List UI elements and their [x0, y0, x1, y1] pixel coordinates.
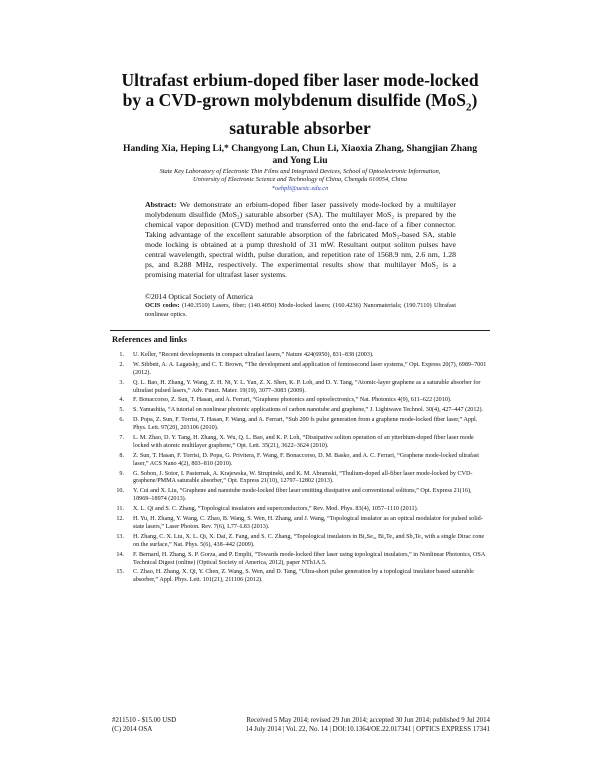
reference-item: [112, 569, 490, 585]
reference-number: 5.: [119, 407, 124, 414]
reference-number: 10.: [116, 488, 124, 495]
reference-text: H. Zhang, C. X. Liu, X. L. Qi, X. Dai, Z. Fang, and S. C. Zhang, “Topological insulators in Bi₂Se₃, Bi₂Te₃ and Sb₂Te₃ with a single Dirac cone on the surface,” Nat. Phys. 5(6), 438–442 (2009).: [133, 533, 485, 548]
reference-text: F. Bernard, H. Zhang, S. P. Gorza, and P. Emplit, “Towards mode-locked fiber laser using topological insulators,” in Nonlinear Photonics, OSA Technical Digest (online) (Optical Society of America, 2012), paper NTh1A.5.: [133, 551, 485, 566]
abstract: [145, 200, 456, 280]
ocis-codes: [145, 302, 456, 319]
ocis-label: OCIS codes:: [145, 302, 180, 309]
references-heading: References and links: [112, 334, 187, 344]
reference-text: U. Keller, “Recent developments in compact ultrafast lasers,” Nature 424(6950), 831–838 (2003).: [133, 352, 374, 358]
reference-text: W. Sibbett, A. A. Lagatsky, and C. T. Brown, “The development and application of femtosecond laser systems,” Opt. Express 20(7), 6989–7001 (2012).: [133, 361, 487, 376]
abstract-text: We demonstrate an erbium-doped fiber laser passively mode-locked by a multilayer molybdenum disulfide (MoS₂) saturable absorber (SA). The multilayer MoS₂ is prepared by the chemical vapor deposition (CVD) method and transferred onto the end-face of a fiber connector. Taking advantage of the excellent saturable absorption of the fabricated MoS₂-based SA, stable mode locking is obtained at a pump threshold of 31 mW. Resultant output soliton pulses have central wavelength, spectral width, pulse duration, and repetition rate of 1568.9 nm, 2.6 nm, 1.28 ps, and 8.288 MHz, respectively. The experimental results show that multilayer MoS₂ is a promising material for ultrafast laser systems.: [145, 200, 456, 280]
affiliation: [98, 168, 502, 193]
reference-text: Z. Sun, T. Hasan, F. Torrisi, D. Popa, G. Privitera, F. Wang, F. Bonaccorso, D. M. Basko, and A. C. Ferrari, “Graphene mode-locked ultrafast laser,” ACS Nano 4(2), 803–810 (2010).: [133, 452, 479, 467]
reference-item: [112, 488, 490, 504]
footer-price: #211510 - $15.00 USD: [112, 717, 177, 724]
copyright-notice: ©2014 Optical Society of America: [145, 292, 253, 301]
reference-text: C. Zhao, H. Zhang, X. Qi, Y. Chen, Z. Wang, S. Wen, and D. Tang, “Ultra-short pulse generation by a topological insulator based saturable absorber,” Appl. Phys. Lett. 101(21), 211106 (2012).: [133, 569, 474, 584]
author-list: [92, 143, 508, 167]
reference-number: 1.: [119, 352, 124, 358]
title-line: Ultrafast erbium-doped fiber laser mode-locked: [121, 70, 479, 90]
reference-item: [112, 516, 490, 532]
reference-item: [112, 552, 490, 568]
reference-item: [112, 471, 490, 487]
reference-text: G. Sobon, J. Sotor, I. Pasternak, A. Krajewska, W. Strupinski, and K. M. Abramski, “Thulium-doped all-fiber laser mode-locked by CVD-graphene/PMMA saturable absorber,” Opt. Express 21(10), 12797–12802 (2013).: [133, 470, 473, 485]
title-line: saturable absorber: [229, 117, 371, 138]
reference-number: 13.: [116, 533, 124, 540]
reference-item: [112, 380, 490, 396]
reference-item: [112, 417, 490, 433]
title-subscript: 2: [466, 101, 472, 114]
authors-line: Handing Xia, Heping Li,* Changyong Lan, Chun Li, Xiaoxia Zhang, Shangjian Zhang: [122, 143, 478, 154]
author-email-link[interactable]: *oehpli@uestc.edu.cn: [271, 184, 329, 192]
affiliation-line: University of Electronic Science and Technology of China, Chengdu 610054, China: [193, 176, 407, 184]
footer-dates: Received 5 May 2014; revised 29 Jun 2014; accepted 30 Jun 2014; published 9 Jul 2014: [246, 717, 490, 724]
paper-title: [70, 70, 530, 138]
reference-number: 11.: [116, 506, 124, 513]
reference-item: [112, 435, 490, 451]
reference-item: [112, 397, 490, 405]
reference-item: [112, 407, 490, 415]
reference-item: [112, 534, 490, 550]
footer-row: [112, 725, 490, 734]
ocis-text: (140.3510) Lasers, fiber; (140.4050) Mode-locked lasers; (160.4236) Nanomaterials; (190.7110) Ultrafast nonlinear optics.: [145, 302, 457, 318]
reference-number: 12.: [116, 515, 124, 522]
reference-number: 9.: [119, 470, 124, 477]
reference-text: Q. L. Bao, H. Zhang, Y. Wang, Z. H. Ni, Y. L. Yan, Z. X. Shen, K. P. Loh, and D. Y. Tang, “Atomic-layer graphene as a saturable absorber for ultrafast pulsed lasers,” Adv. Funct. Mater. 19(19), 3077–3083 (2009).: [133, 379, 481, 394]
footer-citation: 14 July 2014 | Vol. 22, No. 14 | DOI:10.1364/OE.22.017341 | OPTICS EXPRESS 17341: [245, 726, 490, 734]
reference-number: 6.: [119, 417, 124, 424]
authors-line: and Yong Liu: [272, 155, 328, 166]
reference-number: 3.: [119, 379, 124, 386]
reference-number: 7.: [119, 434, 124, 441]
title-text: by a CVD-grown molybdenum disulfide (MoS: [122, 90, 467, 110]
reference-item: [112, 453, 490, 469]
reference-number: 14.: [116, 551, 124, 558]
reference-number: 8.: [119, 452, 124, 459]
references-list: [112, 352, 490, 587]
reference-number: 4.: [119, 397, 124, 404]
reference-text: L. M. Zhao, D. Y. Tang, H. Zhang, X. Wu, Q. L. Bao, and K. P. Loh, “Dissipative soliton operation of an ytterbium-doped fiber laser mode locked with atomic multilayer graphene,” Opt. Lett. 35(21), 3622–3624 (2010).: [133, 434, 474, 449]
reference-text: D. Popa, Z. Sun, F. Torrisi, T. Hasan, F. Wang, and A. Ferrari, “Sub 200 fs pulse generation from a graphene mode-locked fiber laser,” Appl. Phys. Lett. 97(20), 203106 (2010).: [133, 417, 478, 432]
reference-number: 15.: [116, 569, 124, 576]
reference-text: H. Yu, H. Zhang, Y. Wang, C. Zhao, B. Wang, S. Wen, H. Zhang, and J. Wang, “Topological insulator as an optical modulator for pulsed solid-state lasers,” Laser Photon. Rev. 7(6), L77–L83 (2013).: [133, 515, 483, 530]
reference-number: 2.: [119, 361, 124, 368]
reference-text: S. Yamashita, “A tutorial on nonlinear photonic applications of carbon nanotube and graphene,” J. Lightwave Technol. 30(4), 427–447 (2012).: [133, 407, 484, 414]
affiliation-line: State Key Laboratory of Electronic Thin Films and Integrated Devices, School of Optoelectronic Information,: [159, 168, 441, 175]
title-text: ): [471, 90, 478, 110]
reference-text: X. L. Qi and S. C. Zhang, “Topological insulators and superconductors,” Rev. Mod. Phys. 83(4), 1057–1110 (2011).: [133, 506, 419, 513]
footer-copyright: (C) 2014 OSA: [112, 726, 153, 734]
page-footer: [112, 716, 490, 735]
title-line: [70, 90, 530, 118]
reference-item: [112, 352, 490, 360]
reference-item: [112, 362, 490, 378]
reference-text: F. Bonaccorso, Z. Sun, T. Hasan, and A. Ferrari, “Graphene photonics and optoelectronics,” Nat. Photonics 4(9), 611–622 (2010).: [133, 397, 452, 404]
footer-row: [112, 716, 490, 725]
reference-item: [112, 506, 490, 514]
abstract-label: Abstract:: [145, 200, 177, 209]
reference-text: Y. Cui and X. Liu, “Graphene and nanotube mode-locked fiber laser emitting dissipative and conventional solitons,” Opt. Express 21(16), 18969–18974 (2013).: [133, 488, 472, 503]
section-divider: [110, 330, 490, 331]
